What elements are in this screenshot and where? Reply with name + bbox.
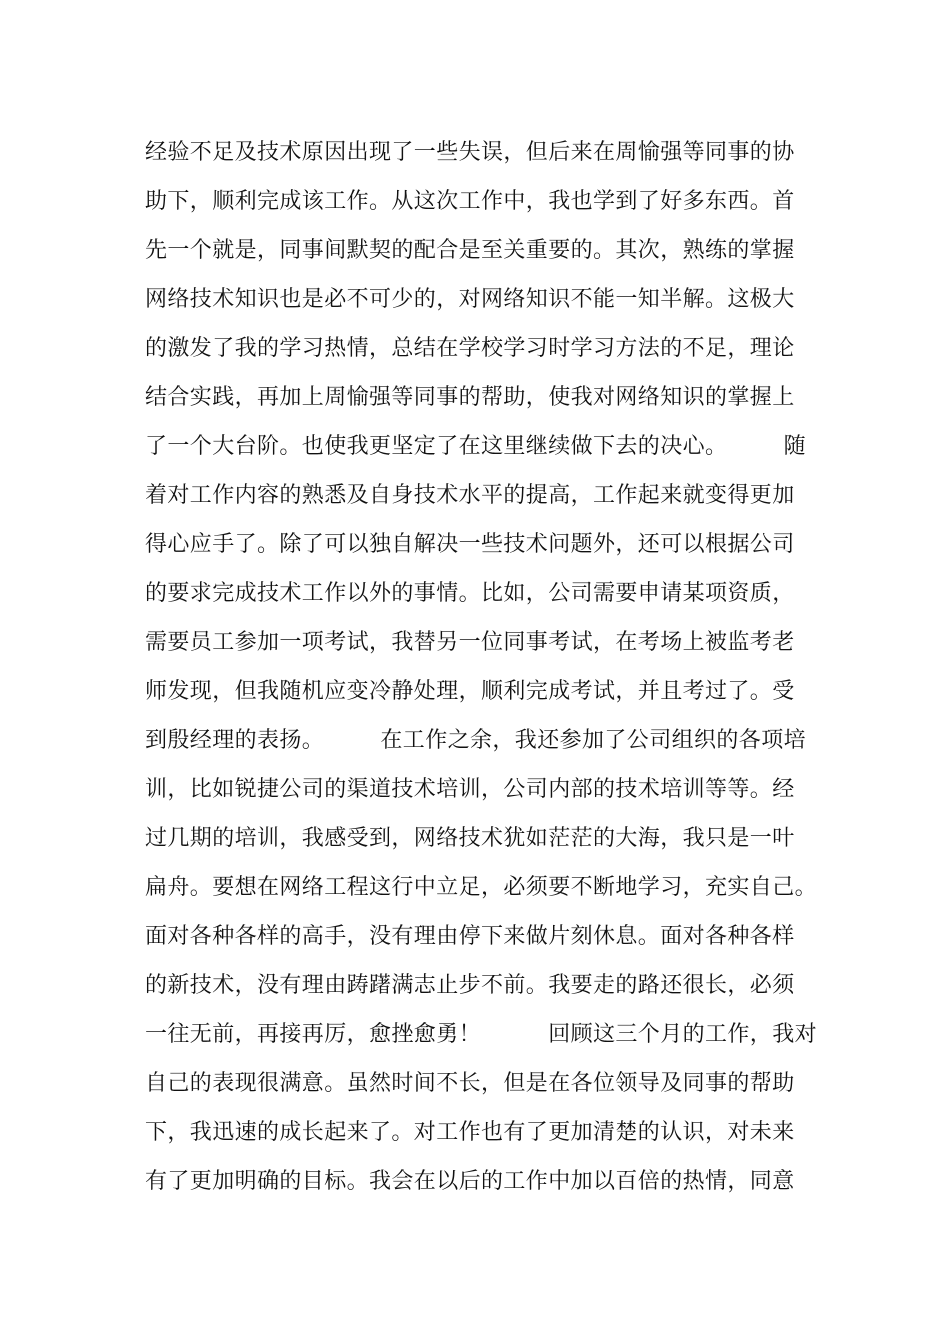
text-line: 面对各种各样的高手，没有理由停下来做片刻休息。面对各种各样 — [145, 924, 795, 949]
text-line: 下，我迅速的成长起来了。对工作也有了更加清楚的认识，对未来 — [145, 1120, 795, 1145]
text-line: 先一个就是，同事间默契的配合是至关重要的。其次，熟练的掌握 — [145, 238, 795, 263]
text-line: 到殷经理的表扬。 在工作之余，我还参加了公司组织的各项培 — [145, 728, 807, 753]
text-line: 结合实践，再加上周愉强等同事的帮助，使我对网络知识的掌握上 — [145, 385, 795, 410]
text-line: 得心应手了。除了可以独自解决一些技术问题外，还可以根据公司 — [145, 532, 795, 557]
text-line: 经验不足及技术原因出现了一些失误，但后来在周愉强等同事的协 — [145, 140, 795, 165]
text-line: 着对工作内容的熟悉及自身技术水平的提高，工作起来就变得更加 — [145, 483, 795, 508]
text-line: 有了更加明确的目标。我会在以后的工作中加以百倍的热情，同意 — [145, 1169, 795, 1194]
text-line: 的激发了我的学习热情，总结在学校学习时学习方法的不足，理论 — [145, 336, 795, 361]
text-line: 自己的表现很满意。虽然时间不长，但是在各位领导及同事的帮助 — [145, 1071, 795, 1096]
text-line: 了一个大台阶。也使我更坚定了在这里继续做下去的决心。 随 — [145, 434, 807, 459]
text-line: 助下，顺利完成该工作。从这次工作中，我也学到了好多东西。首 — [145, 189, 795, 214]
text-line: 网络技术知识也是必不可少的，对网络知识不能一知半解。这极大 — [145, 287, 795, 312]
text-line: 一往无前，再接再厉，愈挫愈勇！ 回顾这三个月的工作，我对 — [145, 1022, 818, 1047]
body-text — [145, 128, 825, 1206]
text-line: 需要员工参加一项考试，我替另一位同事考试，在考场上被监考老 — [145, 630, 795, 655]
text-line: 师发现，但我随机应变冷静处理，顺利完成考试，并且考过了。受 — [145, 679, 795, 704]
text-line: 的要求完成技术工作以外的事情。比如，公司需要申请某项资质， — [145, 581, 795, 606]
text-line: 训，比如锐捷公司的渠道技术培训，公司内部的技术培训等等。经 — [145, 777, 795, 802]
text-line: 过几期的培训，我感受到，网络技术犹如茫茫的大海，我只是一叶 — [145, 826, 795, 851]
text-line: 扁舟。要想在网络工程这行中立足，必须要不断地学习，充实自己。 — [145, 875, 818, 900]
text-line: 的新技术，没有理由踌躇满志止步不前。我要走的路还很长，必须 — [145, 973, 795, 998]
